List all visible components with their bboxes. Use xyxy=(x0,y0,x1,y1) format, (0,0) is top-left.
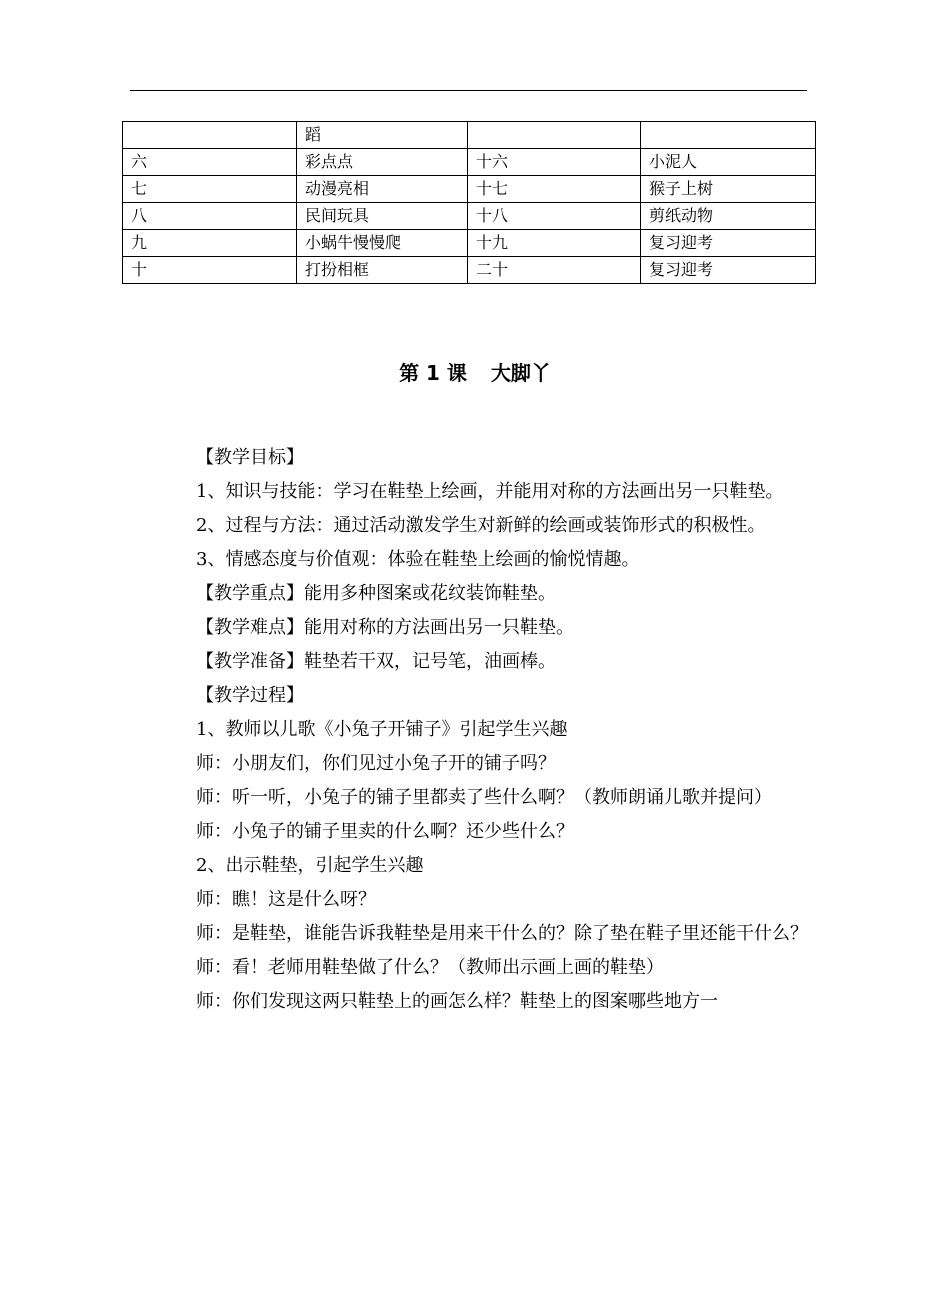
table-cell: 九 xyxy=(123,230,297,257)
section-heading-process: 【教学过程】 xyxy=(196,685,304,706)
paragraph: 2、出示鞋垫，引起学生兴趣 xyxy=(196,855,424,876)
table-cell: 六 xyxy=(123,149,297,176)
table-cell: 动漫亮相 xyxy=(297,176,468,203)
paragraph: 师：是鞋垫，谁能告诉我鞋垫是用来干什么的？除了垫在鞋子里还能干什么？ xyxy=(196,923,808,944)
section-heading-objectives: 【教学目标】 xyxy=(196,447,304,468)
paragraph: 师：小朋友们，你们见过小兔子开的铺子吗？ xyxy=(196,753,556,774)
header-rule xyxy=(130,90,807,91)
table-cell: 小蜗牛慢慢爬 xyxy=(297,230,468,257)
paragraph: 2、过程与方法：通过活动激发学生对新鲜的绘画或装饰形式的积极性。 xyxy=(196,515,766,536)
paragraph: 3、情感态度与价值观：体验在鞋垫上绘画的愉悦情趣。 xyxy=(196,549,640,570)
table-cell xyxy=(123,122,297,149)
paragraph: 【教学准备】鞋垫若干双，记号笔，油画棒。 xyxy=(196,651,556,672)
table-cell: 七 xyxy=(123,176,297,203)
table-cell: 复习迎考 xyxy=(641,230,816,257)
table-cell: 十九 xyxy=(468,230,641,257)
lesson-name: 大脚丫 xyxy=(490,361,551,385)
table-cell xyxy=(468,122,641,149)
table-row xyxy=(123,257,816,284)
table-cell: 十八 xyxy=(468,203,641,230)
paragraph: 师：听一听，小兔子的铺子里都卖了些什么啊？（教师朗诵儿歌并提问） xyxy=(196,787,772,808)
table-cell: 十七 xyxy=(468,176,641,203)
paragraph: 1、知识与技能：学习在鞋垫上绘画，并能用对称的方法画出另一只鞋垫。 xyxy=(196,481,784,502)
paragraph: 师：你们发现这两只鞋垫上的画怎么样？鞋垫上的图案哪些地方一 xyxy=(196,991,718,1012)
paragraph: 师：瞧！这是什么呀？ xyxy=(196,889,376,910)
table-row xyxy=(123,203,816,230)
table-row xyxy=(123,122,816,149)
table-cell: 小泥人 xyxy=(641,149,816,176)
lesson-number: 第 1 课 xyxy=(399,361,467,385)
table-cell: 剪纸动物 xyxy=(641,203,816,230)
paragraph: 【教学难点】能用对称的方法画出另一只鞋垫。 xyxy=(196,617,574,638)
table-cell: 十 xyxy=(123,257,297,284)
paragraph: 【教学重点】能用多种图案或花纹装饰鞋垫。 xyxy=(196,583,556,604)
table-cell: 复习迎考 xyxy=(641,257,816,284)
lesson-body xyxy=(132,441,808,1019)
table-cell: 十六 xyxy=(468,149,641,176)
table-cell: 蹈 xyxy=(297,122,468,149)
table-cell: 猴子上树 xyxy=(641,176,816,203)
paragraph: 师：小兔子的铺子里卖的什么啊？还少些什么？ xyxy=(196,821,574,842)
table-cell: 彩点点 xyxy=(297,149,468,176)
schedule-table xyxy=(122,121,816,284)
table-cell: 民间玩具 xyxy=(297,203,468,230)
table-cell: 八 xyxy=(123,203,297,230)
paragraph: 师：看！老师用鞋垫做了什么？（教师出示画上画的鞋垫） xyxy=(196,957,664,978)
table-row xyxy=(123,230,816,257)
table-row xyxy=(123,149,816,176)
table-cell: 打扮相框 xyxy=(297,257,468,284)
lesson-title xyxy=(0,358,950,388)
paragraph: 1、教师以儿歌《小兔子开铺子》引起学生兴趣 xyxy=(196,719,568,740)
table-cell: 二十 xyxy=(468,257,641,284)
table-row xyxy=(123,176,816,203)
table-cell xyxy=(641,122,816,149)
